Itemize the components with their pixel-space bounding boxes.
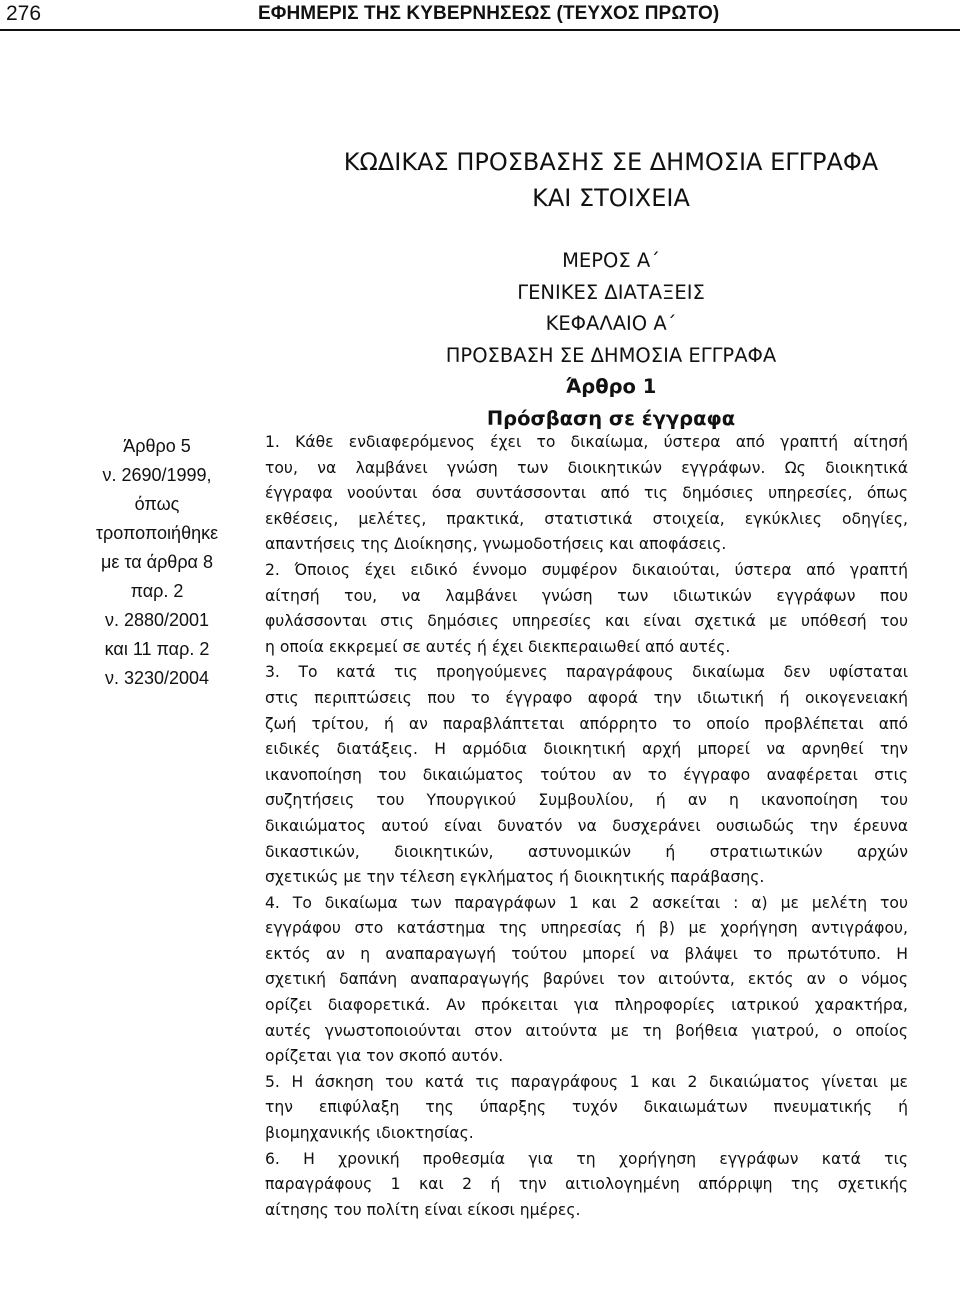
article-heading: Άρθρο 1 <box>565 375 657 398</box>
margin-note-line: ν. 2880/2001 <box>104 610 210 630</box>
margin-note-line: παρ. 2 <box>130 581 184 601</box>
body-line: συζητήσεις του Υπουργικού Συμβουλίου, ή αν η ικανοποίηση του <box>265 791 908 810</box>
body-line: δικαιώματος αυτού είναι δυνατόν να δυσχεράνει ουσιωδώς την έρευνα <box>265 816 908 835</box>
body-line: αίτησης του πολίτη είναι είκοσι ημέρες. <box>265 1200 581 1219</box>
body-line: 2. Όποιος έχει ειδικό έννομο συμφέρον δικαιούται, ύστερα από γραπτή <box>265 560 908 579</box>
page-number: 276 <box>6 2 42 25</box>
body-line: 3. Το κατά τις προηγούμενες παραγράφους δικαίωμα δεν υφίσταται <box>265 663 908 682</box>
document-title <box>262 144 960 216</box>
body-line: φυλάσσονται στις δημόσιες υπηρεσίες και είναι σχετικά με υπόθεσή του <box>265 612 908 631</box>
running-head: ΕΦΗΜΕΡΙΣ ΤΗΣ ΚΥΒΕΡΝΗΣΕΩΣ (ΤΕΥΧΟΣ ΠΡΩΤΟ) <box>258 3 720 24</box>
margin-note-line: και 11 παρ. 2 <box>104 639 210 659</box>
body-line: έγγραφα νοούνται όσα συντάσσονται από τις δημόσιες υπηρεσίες, όπως <box>265 484 908 503</box>
margin-note-line: τροποποιήθηκε <box>95 523 219 543</box>
body-line: 5. Η άσκηση του κατά τις παραγράφους 1 και 2 δικαιώματος γίνεται με <box>265 1072 908 1091</box>
body-line: ειδικές διατάξεις. Η αρμόδια διοικητική αρχή μπορεί να αρνηθεί την <box>265 740 908 759</box>
body-line: ορίζει διαφορετικά. Αν πρόκειται για πληροφορίες ιατρικού χαρακτήρα, <box>265 996 908 1015</box>
article-body <box>265 430 908 1223</box>
margin-note-line: με τα άρθρα 8 <box>101 552 213 572</box>
margin-note-line: ν. 2690/1999, <box>102 465 212 485</box>
body-line: σχετική δαπάνη αναπαραγωγής βαρύνει τον αιτούντα, εκτός αν ο νόμος <box>265 970 908 989</box>
margin-note <box>62 432 252 693</box>
article-title: Πρόσβαση σε έγγραφα <box>486 406 736 430</box>
body-line: 6. Η χρονική προθεσμία για τη χορήγηση εγγράφων κατά τις <box>265 1149 908 1168</box>
body-line: εκθέσεις, μελέτες, πρακτικά, στατιστικά στοιχεία, εγκύκλιες οδηγίες, <box>265 509 908 528</box>
body-line: σχετικώς με την τέλεση εγκλήματος ή διοικητικής παράβασης. <box>265 868 765 887</box>
margin-note-line: Άρθρο 5 <box>123 436 191 456</box>
chapter-title: ΠΡΟΣΒΑΣΗ ΣΕ ΔΗΜΟΣΙΑ ΕΓΓΡΑΦΑ <box>445 343 777 367</box>
margin-note-line: ν. 3230/2004 <box>104 668 210 688</box>
body-line: παραγράφους 1 και 2 ή την αιτιολογημένη απόρριψη της σχετικής <box>265 1175 908 1194</box>
body-line: την επιφύλαξη της ύπαρξης τυχόν δικαιωμάτων πνευματικής ή <box>265 1098 908 1117</box>
body-line: δικαστικών, διοικητικών, αστυνομικών ή στρατιωτικών αρχών <box>265 842 908 861</box>
title-line-1: ΚΩΔΙΚΑΣ ΠΡΟΣΒΑΣΗΣ ΣΕ ΔΗΜΟΣΙΑ ΕΓΓΡΑΦΑ <box>343 148 879 176</box>
body-line: στις περιπτώσεις που το έγγραφο αφορά την ιδιωτική ή οικογενειακή <box>265 688 908 707</box>
header-rule <box>0 29 960 31</box>
body-line: εγγράφου στο κατάστημα της υπηρεσίας ή β) με χορήγηση αντιγράφου, <box>265 919 908 938</box>
body-line: εκτός αν η αναπαραγωγή τούτου μπορεί να βλάψει το πρωτότυπο. Η <box>265 944 908 963</box>
body-line: 1. Κάθε ενδιαφερόμενος έχει το δικαίωμα, ύστερα από γραπτή αίτησή <box>265 433 908 451</box>
body-line: του, να λαμβάνει γνώση των διοικητικών εγγράφων. Ως διοικητικά <box>265 458 908 477</box>
page-header <box>0 0 960 30</box>
title-line-2: ΚΑΙ ΣΤΟΙΧΕΙΑ <box>532 184 690 212</box>
section-headings <box>262 245 960 434</box>
body-line: ορίζεται για τον σκοπό αυτόν. <box>265 1047 504 1066</box>
body-line: αίτησή του, να λαμβάνει γνώση των ιδιωτικών εγγράφων που <box>265 586 908 605</box>
part-title: ΓΕΝΙΚΕΣ ΔΙΑΤΑΞΕΙΣ <box>517 280 705 304</box>
body-line: ικανοποίηση του δικαιώματος τούτου αν το έγγραφο αναφέρεται στις <box>265 765 908 784</box>
margin-note-line: όπως <box>134 494 180 514</box>
body-line: αυτές γνωστοποιούνται στον αιτούντα με τη βοήθεια γιατρού, ο οποίος <box>265 1021 908 1040</box>
body-line: 4. Το δικαίωμα των παραγράφων 1 και 2 ασκείται : α) με μελέτη του <box>265 893 908 912</box>
part-heading: ΜΕΡΟΣ Α΄ <box>562 249 660 272</box>
body-line: βιομηχανικής ιδιοκτησίας. <box>265 1124 474 1143</box>
chapter-heading: ΚΕΦΑΛΑΙΟ Α΄ <box>545 312 677 335</box>
body-line: απαντήσεις της Διοίκησης, γνωμοδοτήσεις και αποφάσεις. <box>265 535 727 554</box>
body-line: ζωή τρίτου, ή αν παραβλάπτεται απόρρητο το οποίο προβλέπεται από <box>265 714 908 733</box>
body-line: η οποία εκκρεμεί σε αυτές ή έχει διεκπεραιωθεί από αυτές. <box>265 637 731 656</box>
